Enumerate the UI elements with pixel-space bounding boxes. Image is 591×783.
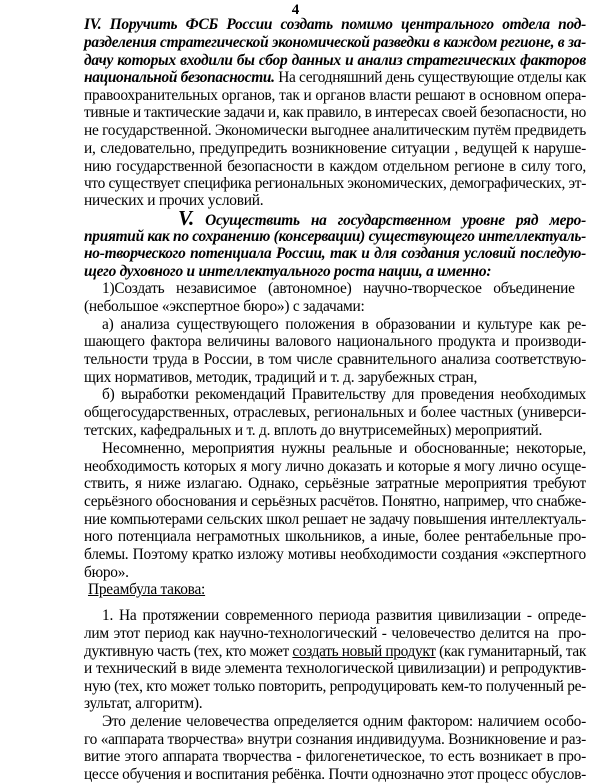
text-run: что существует специфика региональных экономических, демографических, эт- <box>84 175 586 192</box>
text-line <box>84 422 542 439</box>
text-run: На сегодняшний день существующие отделы как <box>274 69 586 86</box>
text-line <box>84 369 477 386</box>
text-line <box>84 404 586 421</box>
text-run: 1. На протяжении современного периода развития цивилизации - опреде- <box>102 607 586 624</box>
text-run: цессе обучения и воспитания ребёнка. Почти однозначно этот процесс обуслов- <box>84 766 586 783</box>
text-line <box>102 713 586 730</box>
text-line <box>84 643 586 660</box>
page-number: 4 <box>291 2 300 18</box>
text-run: разделения стратегической экономической разведки в каждом регионе, в за- <box>84 34 586 51</box>
text-line <box>84 140 586 157</box>
text-run: серьёзного обоснования и серьёзных расчётов. Понятно, например, что снабже- <box>84 493 586 510</box>
text-line <box>84 104 586 121</box>
text-line <box>84 175 586 192</box>
text-line <box>84 475 586 492</box>
text-run: ствить, я ниже излагаю. Однако, серьёзные затратные мероприятия требуют <box>84 475 586 492</box>
text-line <box>84 678 586 695</box>
text-line <box>102 607 586 624</box>
text-line <box>84 351 586 368</box>
text-run: Осуществить на государственном уровне ряд меро- <box>194 212 586 229</box>
text-line <box>84 192 263 209</box>
text-run: но-творческого потенциала России, так и для создания условий последую- <box>84 245 586 262</box>
text-line <box>84 458 586 475</box>
text-line <box>102 386 586 403</box>
text-line <box>84 158 586 175</box>
text-run: дуктивную часть (тех, кто может <box>84 643 293 660</box>
text-run: лим этот период как научно-технологический - человечество делится на про- <box>84 625 586 642</box>
text-line <box>102 316 586 333</box>
text-run: тельности труда в России, в том числе сравнительного анализа соответствую- <box>84 351 586 368</box>
text-line <box>84 87 586 104</box>
text-run: зультат, алгоритм). <box>84 695 203 712</box>
text-run: V. <box>178 206 195 230</box>
text-line <box>84 122 586 139</box>
text-line <box>84 16 586 33</box>
text-run: бюро». <box>84 564 129 581</box>
text-run: Это деление человечества определяется одним фактором: наличием особо- <box>102 713 586 730</box>
text-line <box>84 511 586 528</box>
text-run: не государственной. Экономически выгоднее аналитическим путём предвидеть <box>84 122 586 139</box>
text-run: а) анализа существующего положения в образовании и культуре как ре- <box>102 316 586 333</box>
text-line <box>84 625 586 642</box>
text-run: необходимость которых я могу лично доказать и которые я могу лично осуще- <box>84 458 586 475</box>
text-line <box>102 440 586 457</box>
text-run: приятий как по сохранению (консервации) существующего интеллектуаль- <box>84 228 586 245</box>
text-run: витие этого аппарата творчества - филогенетическое, то есть возникает в про- <box>84 748 586 765</box>
text-run: правоохранительных органов, так и органов власти решают в основном опера- <box>84 87 586 104</box>
text-run: ную (тех, кто может только повторить, репродуцировать кем-то полученный ре- <box>84 678 587 695</box>
text-line <box>84 564 129 581</box>
text-line <box>84 34 586 51</box>
text-run: дачу которых входили бы сбор данных и анализ стратегических факторов <box>84 52 586 69</box>
text-line <box>102 280 575 297</box>
text-line <box>84 748 586 765</box>
text-run: нию государственной безопасности в каждом отдельном регионе в силу того, <box>84 158 586 175</box>
text-run: IV. Поручить ФСБ России создать помимо центрального отдела под- <box>84 16 586 33</box>
text-line <box>84 228 586 245</box>
text-line <box>84 245 586 262</box>
text-run: щего духовного и интеллектуального роста нации, а именно: <box>84 263 492 280</box>
text-run: щих нормативов, методик, традиций и т. д. зарубежных стран, <box>84 369 478 386</box>
text-line <box>84 69 586 86</box>
text-line <box>84 766 586 783</box>
text-run: общегосударственных, отраслевых, региональных и более частных (универси- <box>84 404 586 421</box>
text-run: создать новый продукт <box>292 643 436 660</box>
text-run: и, следовательно, предупредить возникновение ситуации , ведущей к наруше- <box>84 140 586 157</box>
text-line <box>84 333 586 350</box>
text-line <box>84 695 202 712</box>
text-run: блемы. Поэтому кратко изложу мотивы необходимости создания «экспертного <box>84 546 586 563</box>
text-run: Несомненно, мероприятия нужны реальные и обоснованные; некоторые, <box>102 440 586 457</box>
text-run: 1)Создать независимое (автономное) научно-творческое объединение <box>102 280 575 297</box>
text-line <box>84 493 586 510</box>
text-run: (как гуманитарный, так <box>435 643 586 660</box>
text-run: б) выработки рекомендаций Правительству для проведения необходимых <box>102 386 586 403</box>
text-run: тетских, кафедральных и т. д. вплоть до внутрисемейных) мероприятий. <box>84 422 543 439</box>
text-run: Преамбула такова: <box>88 581 206 598</box>
text-line <box>84 52 586 69</box>
text-run: и технический в виде элемента технологической цивилизации) и репродуктив- <box>84 660 586 677</box>
text-line <box>84 528 586 545</box>
text-line <box>84 731 586 748</box>
text-line <box>84 263 491 280</box>
text-run: ние компьютерами сельских школ решает не задачу повышения интеллектуаль- <box>84 511 586 528</box>
text-run: шающего фактора величины валового национального продукта и производи- <box>84 333 586 350</box>
text-run: национальной безопасности. <box>84 69 275 86</box>
text-line <box>88 581 205 598</box>
text-line <box>178 206 586 230</box>
text-run: нических и прочих условий. <box>84 192 264 209</box>
text-line <box>84 660 586 677</box>
text-run: ного потенциала неграмотных школьников, а иные, более рентабельные про- <box>84 528 586 545</box>
text-run: (небольшое «экспертное бюро») с задачами: <box>84 298 365 315</box>
text-line <box>84 298 365 315</box>
text-run: го «аппарата творчества» внутри сознания индивидуума. Возникновение и раз- <box>84 731 586 748</box>
text-line <box>84 546 586 563</box>
text-run: тивные и тактические задачи и, как правило, в интересах своей безопасности, но <box>84 104 586 121</box>
